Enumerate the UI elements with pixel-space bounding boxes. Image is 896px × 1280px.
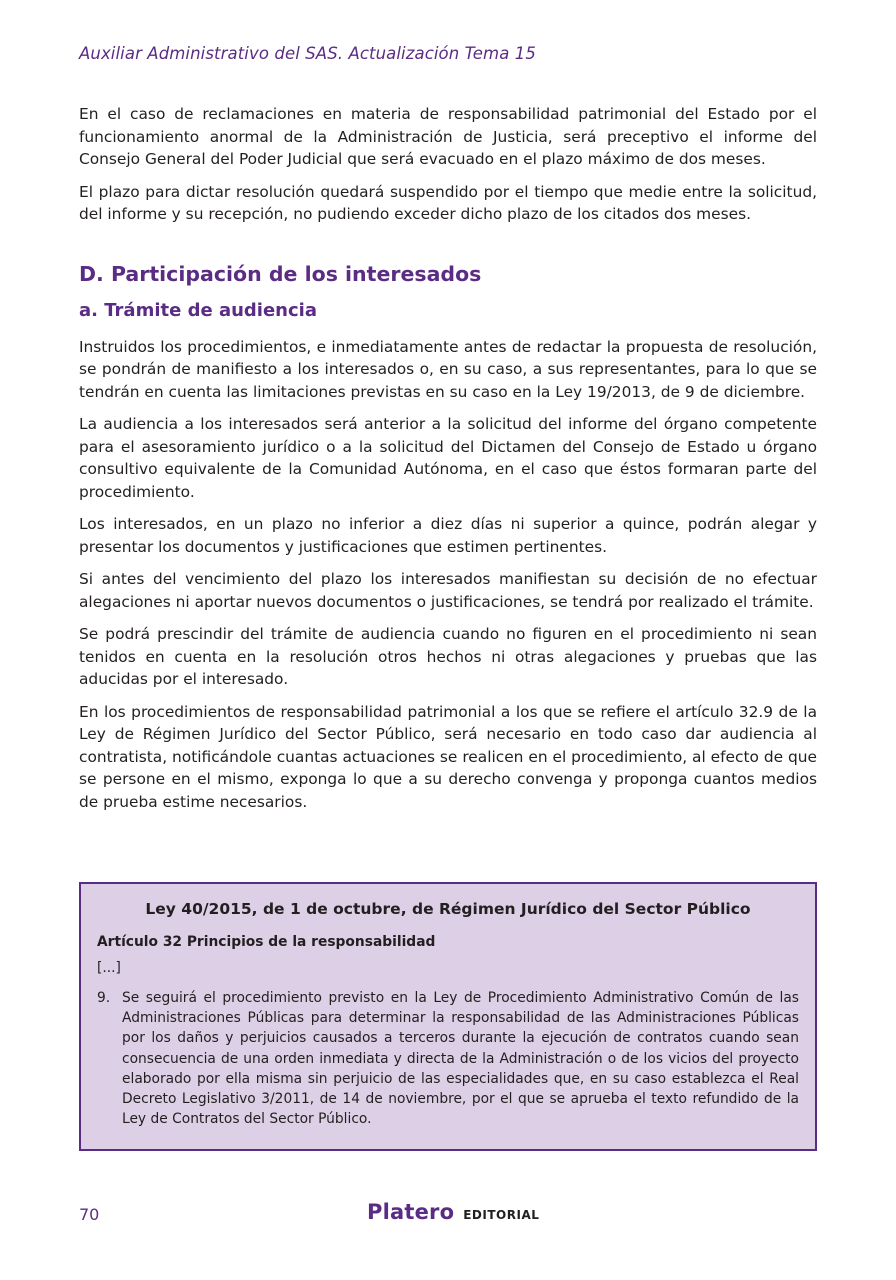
section-paragraph-2: La audiencia a los interesados será anterior a la solicitud del informe del órgano competente para el asesoramiento jurídico o a la solicitud del Dictamen del Consejo de Estado u órgano consultivo equivalente de la Comunidad Autónoma, en el caso que éstos formaran parte del procedimiento. bbox=[79, 415, 817, 501]
intro-paragraph-2: El plazo para dictar resolución quedará suspendido por el tiempo que medie entre la solicitud, del informe y su recepción, no pudiendo exceder dicho plazo de los citados dos meses. bbox=[79, 182, 817, 223]
section-title: D. Participación de los interesados bbox=[79, 261, 482, 286]
page-number: 70 bbox=[79, 1205, 100, 1224]
logo-sub-text: EDITORIAL bbox=[463, 1208, 540, 1222]
law-excerpt-box bbox=[79, 882, 817, 1151]
section-paragraph-4: Si antes del vencimiento del plazo los interesados manifiestan su decisión de no efectuar alegaciones ni aportar nuevos documentos o justificaciones, se tendrá por realizado el trámite. bbox=[79, 570, 817, 611]
subsection-title: a. Trámite de audiencia bbox=[79, 299, 317, 321]
section-paragraph-5: Se podrá prescindir del trámite de audiencia cuando no figuren en el procedimiento ni sean tenidos en cuenta en la resolución otros hechos ni otras alegaciones y pruebas que las aducidas por el interesado. bbox=[79, 625, 817, 688]
law-item-text: Se seguirá el procedimiento previsto en la Ley de Procedimiento Administrativo Común de las Administraciones Públicas para determinar la responsabilidad de las Administraciones Públicas por los daños y perjuicios causados a terceros durante la ejecución de contratos cuando sean consecuencia de una orden inmediata y directa de la Administración o de los vicios del proyecto elaborado por ella misma sin perjuicio de las especialidades que, en su caso establezca el Real Decreto Legislativo 3/2011, de 14 de noviembre, por el que se aprueba el texto refundido de la Ley de Contratos del Sector Público. bbox=[122, 990, 799, 1128]
section-paragraph-1: Instruidos los procedimientos, e inmediatamente antes de redactar la propuesta de resolución, se pondrán de manifiesto a los interesados o, en su caso, a sus representantes, para lo que se tendrán en cuenta las limitaciones previstas en su caso en la Ley 19/2013, de 9 de diciembre. bbox=[79, 337, 817, 401]
law-title: Ley 40/2015, de 1 de octubre, de Régimen Jurídico del Sector Público bbox=[145, 900, 751, 918]
law-article-heading: Artículo 32 Principios de la responsabilidad bbox=[97, 934, 436, 950]
section-paragraph-3: Los interesados, en un plazo no inferior a diez días ni superior a quince, podrán alegar y presentar los documentos y justificaciones que estimen pertinentes. bbox=[79, 515, 817, 556]
law-list-item bbox=[97, 988, 799, 1129]
running-header: Auxiliar Administrativo del SAS. Actualización Tema 15 bbox=[79, 44, 536, 63]
logo-main-text: Platero bbox=[367, 1200, 455, 1224]
section-paragraph-6: En los procedimientos de responsabilidad patrimonial a los que se refiere el artículo 32.9 de la Ley de Régimen Jurídico del Sector Público, será necesario en todo caso dar audiencia al contratista, notificándole cuantas actuaciones se realicen en el procedimiento, al efecto de que se persone en el mismo, exponga lo que a su derecho convenga y proponga cuantos medios de prueba estime necesarios. bbox=[79, 702, 817, 811]
main-content bbox=[79, 103, 817, 823]
publisher-logo bbox=[367, 1200, 539, 1224]
law-item-number: 9. bbox=[97, 990, 111, 1006]
intro-paragraph-1: En el caso de reclamaciones en materia de responsabilidad patrimonial del Estado por el funcionamiento anormal de la Administración de Justicia, será preceptivo el informe del Consejo General del Poder Judicial que será evacuado en el plazo máximo de dos meses. bbox=[79, 105, 817, 168]
law-ellipsis: [...] bbox=[97, 960, 121, 976]
